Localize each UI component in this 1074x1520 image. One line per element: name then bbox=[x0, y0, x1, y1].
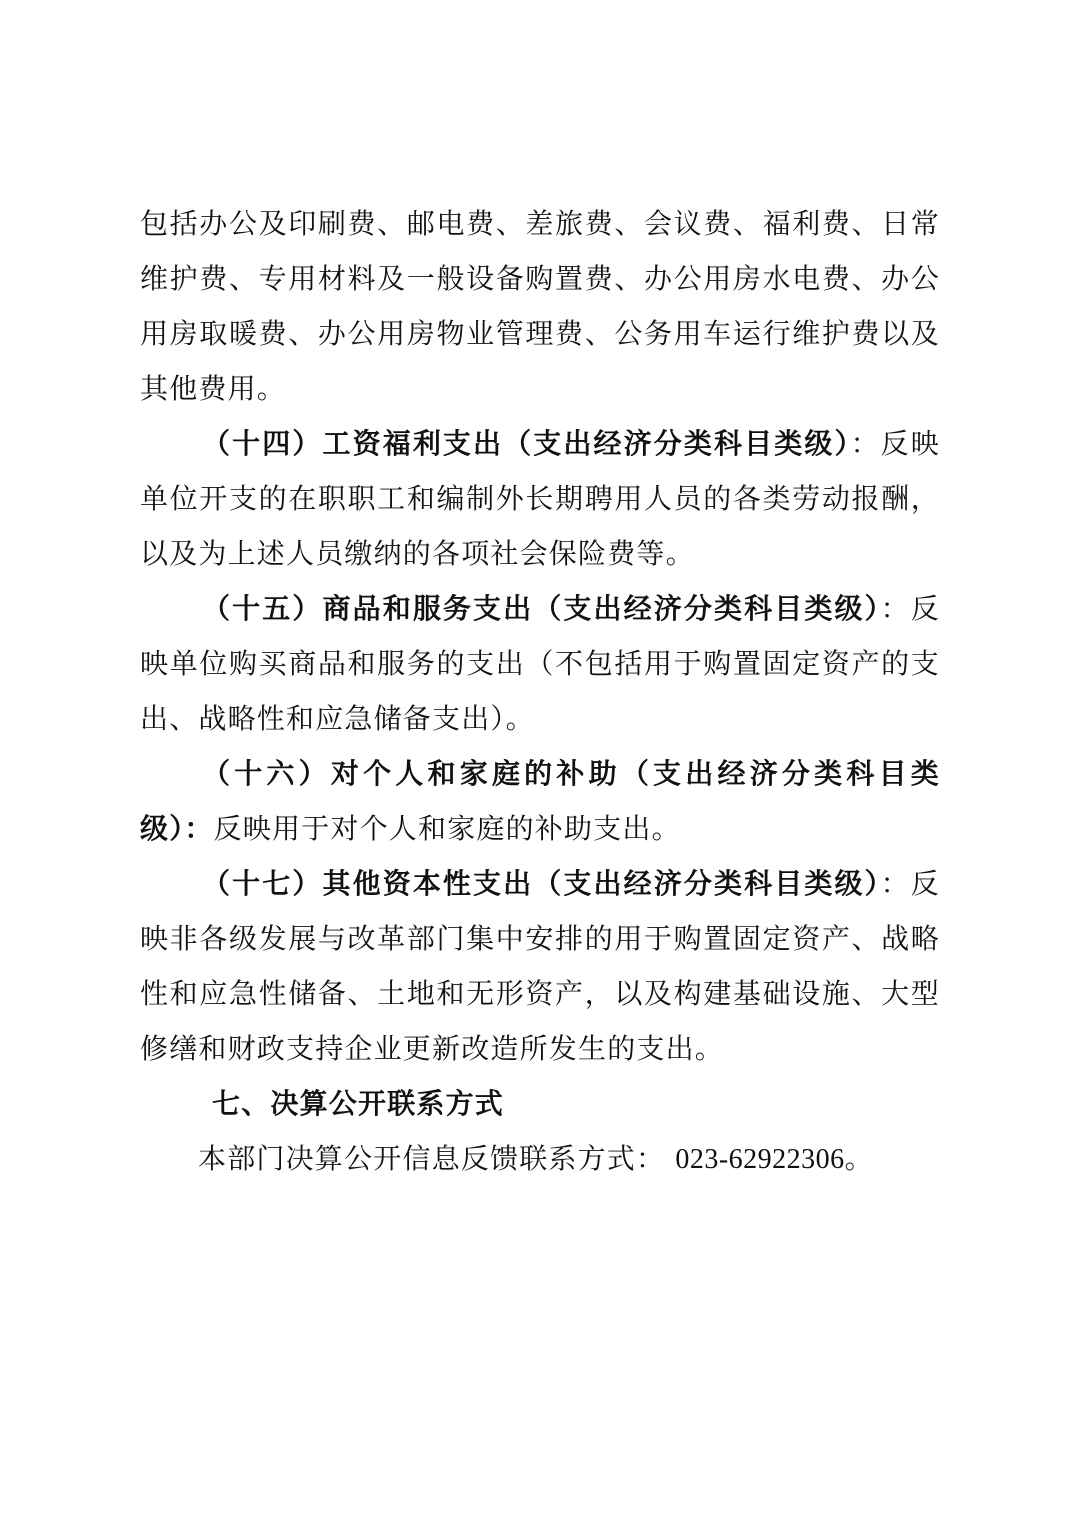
document-body bbox=[140, 196, 940, 1187]
paragraph-goods-services-text: ：反映单位购买商品和服务的支出（不包括用于购置固定资产的支出、战略性和应急储备支出）。 bbox=[140, 592, 940, 735]
paragraph-other-capital-text: ：反映非各级发展与改革部门集中安排的用于购置固定资产、战略性和应急性储备、土地和无形资产，以及构建基础设施、大型修缮和财政支持企业更新改造所发生的支出。 bbox=[140, 867, 940, 1065]
paragraph-household-subsidy bbox=[140, 746, 940, 856]
paragraph-goods-services-heading: （十五）商品和服务支出（支出经济分类科目类级） bbox=[202, 592, 881, 625]
paragraph-wages-welfare bbox=[140, 416, 940, 581]
contact-phone-number: 023-62922306。 bbox=[675, 1144, 874, 1175]
contact-label: 本部门决算公开信息反馈联系方式： bbox=[198, 1142, 666, 1175]
paragraph-other-capital-heading: （十七）其他资本性支出（支出经济分类科目类级） bbox=[202, 867, 881, 900]
contact-line bbox=[140, 1131, 940, 1187]
section-heading-contact: 七、决算公开联系方式 bbox=[212, 1087, 505, 1120]
paragraph-household-subsidy-heading: （十六）对个人和家庭的补助（支出经济分类科目类级）： bbox=[140, 757, 940, 845]
paragraph-household-subsidy-text: 反映用于对个人和家庭的补助支出。 bbox=[213, 812, 681, 845]
paragraph-wages-welfare-text: ：反映单位开支的在职职工和编制外长期聘用人员的各类劳动报酬，以及为上述人员缴纳的各项社会保险费等。 bbox=[140, 427, 940, 570]
paragraph-wages-welfare-heading: （十四）工资福利支出（支出经济分类科目类级） bbox=[202, 427, 851, 460]
paragraph-expense-list bbox=[140, 196, 940, 416]
paragraph-other-capital bbox=[140, 856, 940, 1076]
paragraph-goods-services bbox=[140, 581, 940, 746]
paragraph-expense-list-text: 包括办公及印刷费、邮电费、差旅费、会议费、福利费、日常维护费、专用材料及一般设备购置费、办公用房水电费、办公用房取暖费、办公用房物业管理费、公务用车运行维护费以及其他费用。 bbox=[140, 207, 940, 405]
